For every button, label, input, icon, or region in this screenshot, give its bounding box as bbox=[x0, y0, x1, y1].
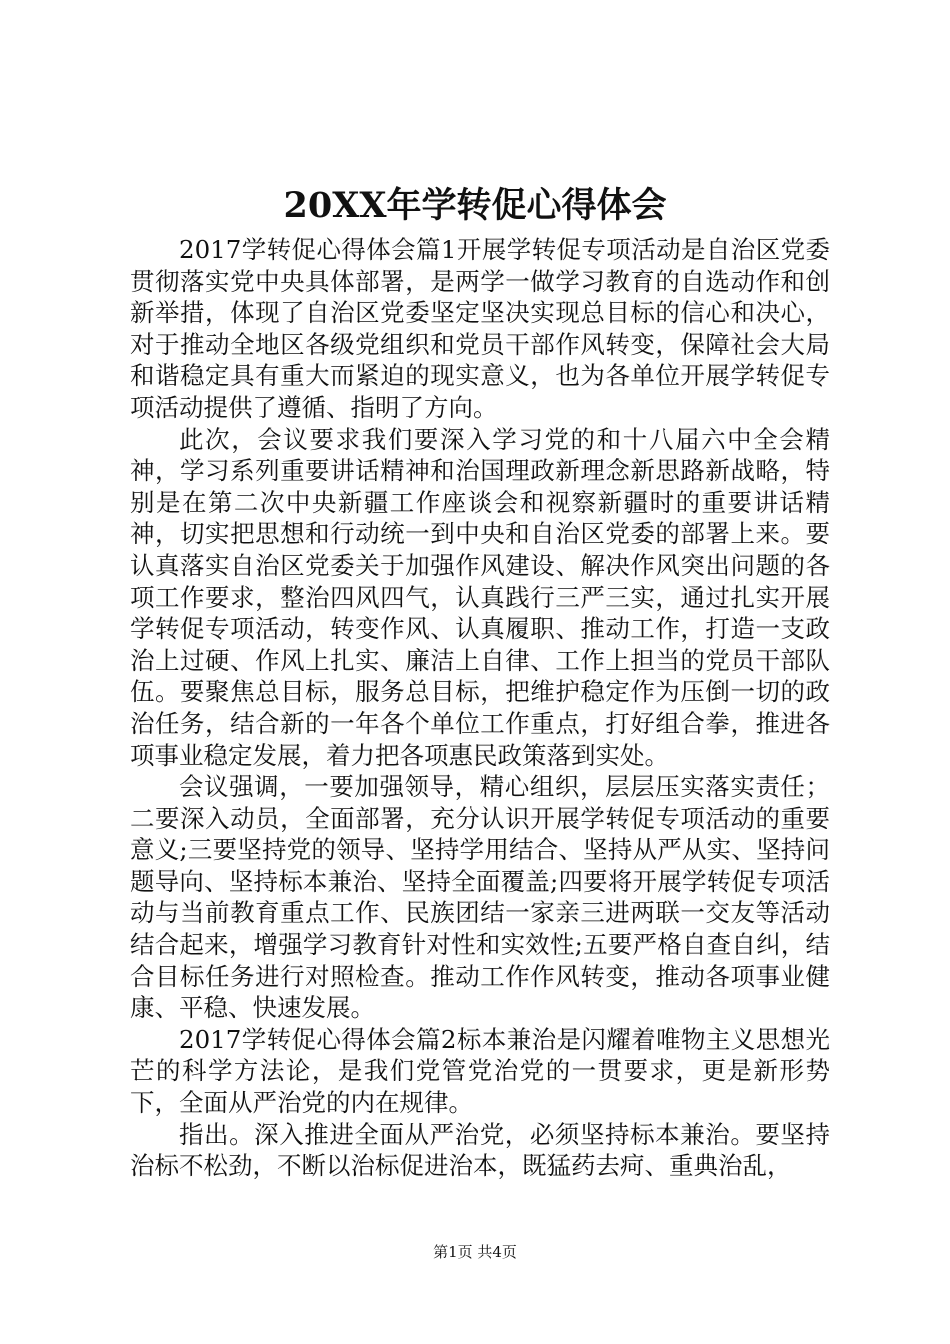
page-footer: 第1页 共4页 bbox=[433, 1243, 517, 1261]
paragraph-4: 2017学转促心得体会篇2标本兼治是闪耀着唯物主义思想光芒的科学方法论，是我们党管党治党的一贯要求，更是新形势下，全面从严治党的内在规律。 bbox=[130, 1024, 830, 1118]
document-body bbox=[130, 234, 830, 1182]
document-title: 20XX年学转促心得体会 bbox=[283, 185, 667, 226]
paragraph-1: 2017学转促心得体会篇1开展学转促专项活动是自治区党委贯彻落实党中央具体部署，是两学一做学习教育的自选动作和创新举措，体现了自治区党委坚定坚决实现总目标的信心和决心，对于推动全地区各级党组织和党员干部作风转变，保障社会大局和谐稳定具有重大而紧迫的现实意义，也为各单位开展学转促专项活动提供了遵循、指明了方向。 bbox=[130, 235, 830, 422]
paragraph-2: 此次，会议要求我们要深入学习党的和十八届六中全会精神，学习系列重要讲话精神和治国理政新理念新思路新战略，特别是在第二次中央新疆工作座谈会和视察新疆时的重要讲话精神，切实把思想和行动统一到中央和自治区党委的部署上来。要认真落实自治区党委关于加强作风建设、解决作风突出问题的各项工作要求，整治四风四气，认真践行三严三实，通过扎实开展学转促专项活动，转变作风、认真履职、推动工作，打造一支政治上过硬、作风上扎实、廉洁上自律、工作上担当的党员干部队伍。要聚焦总目标，服务总目标，把维护稳定作为压倒一切的政治任务，结合新的一年各个单位工作重点，打好组合拳，推进各项事业稳定发展，着力把各项惠民政策落到实处。 bbox=[130, 424, 830, 770]
paragraph-3: 会议强调，一要加强领导，精心组织，层层压实落实责任；二要深入动员，全面部署，充分认识开展学转促专项活动的重要意义;三要坚持党的领导、坚持学用结合、坚持从严从实、坚持问题导向、坚持标本兼治、坚持全面覆盖;四要将开展学转促专项活动与当前教育重点工作、民族团结一家亲三进两联一交友等活动结合起来，增强学习教育针对性和实效性;五要严格自查自纠，结合目标任务进行对照检查。推动工作作风转变，推动各项事业健康、平稳、快速发展。 bbox=[130, 772, 830, 1023]
paragraph-5: 指出。深入推进全面从严治党，必须坚持标本兼治。要坚持治标不松劲，不断以治标促进治本，既猛药去疴、重典治乱， bbox=[130, 1119, 830, 1181]
